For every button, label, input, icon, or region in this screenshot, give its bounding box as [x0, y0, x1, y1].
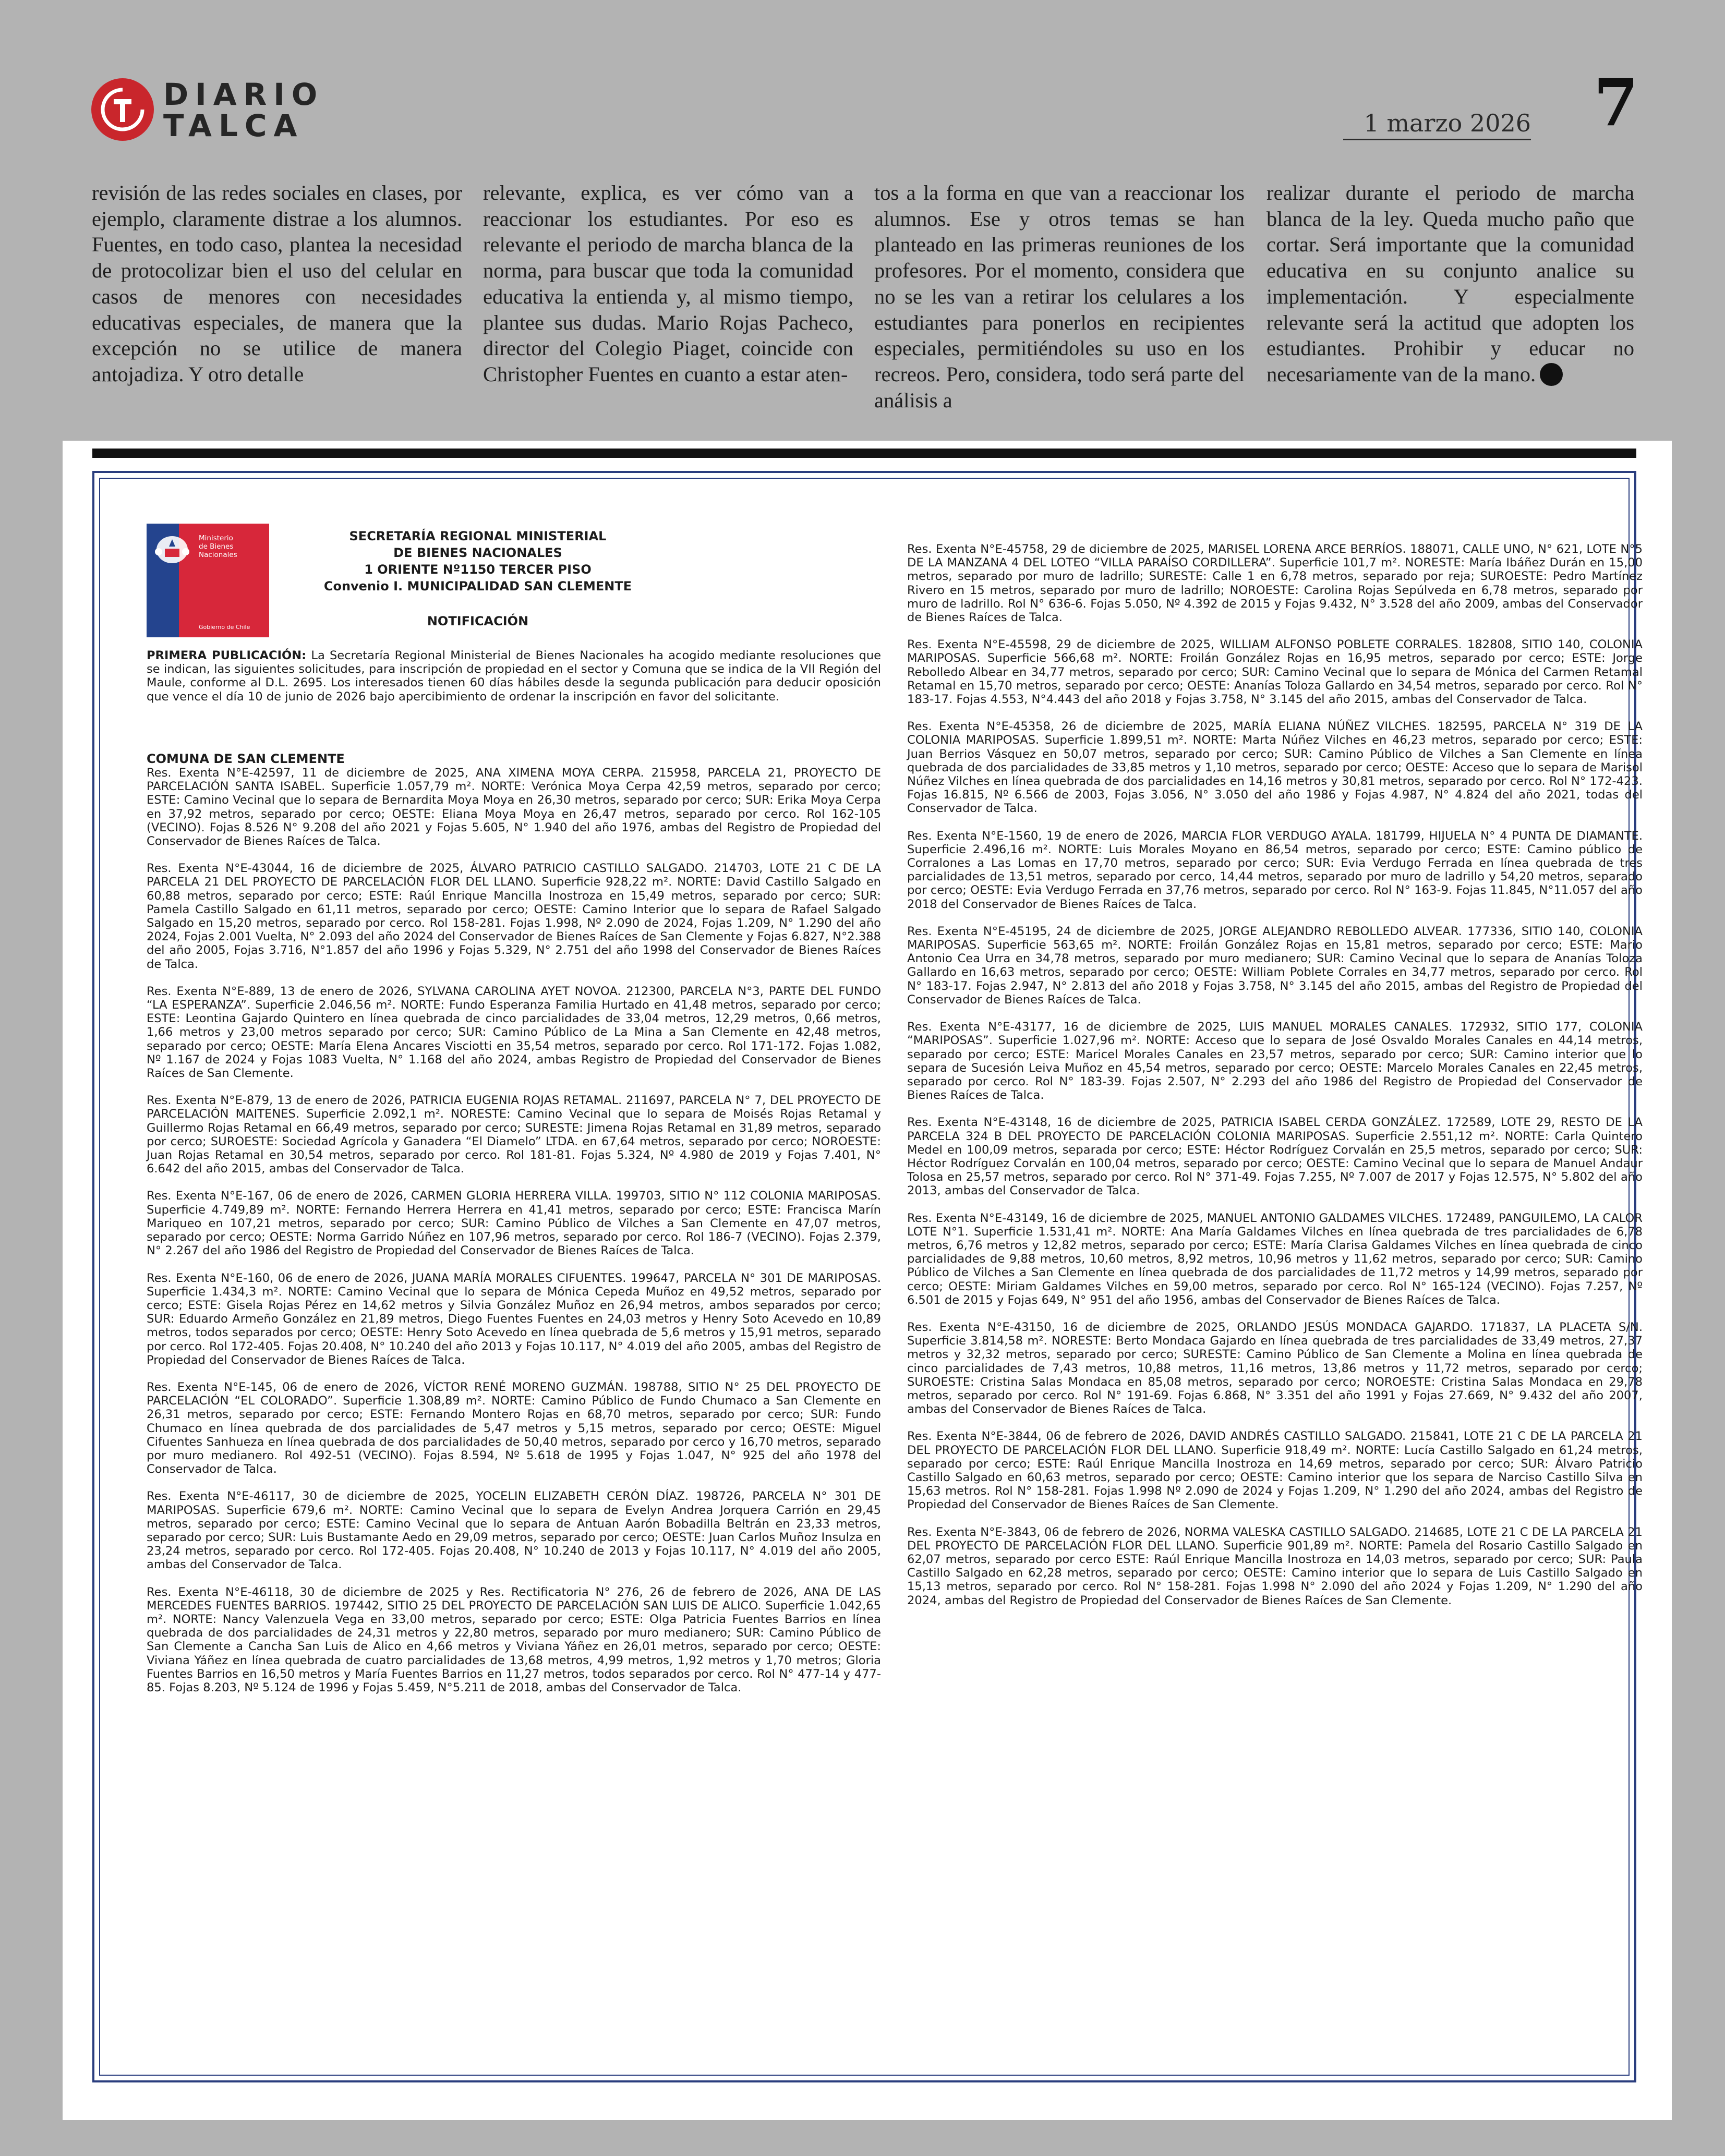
article-text: [1266, 180, 1634, 387]
notice-intro: [147, 649, 881, 704]
notice-entry: Res. Exenta N°E-145, 06 de enero de 2026, VÍCTOR RENÉ MORENO GUZMÁN. 198788, SITIO N° 25 DEL PROYECTO DE PARCELACIÓN “EL COLORADO”. Superficie 1.308,89 m². NORTE: Camino Público de Fundo Chumaco a San Clemente en 26,31 metros, separado por cerco; ESTE: Fernando Montero Rojas en 68,70 metros, separado por cerco; SUR: Fundo Chumaco en línea quebrada de dos parcialidades de 5,47 metros y 5,15 metros, separado por cerco; OESTE: Miguel Cifuentes Sanhueza en línea quebrada de dos parcialidades de 50,40 metros, separado por cerco y 16,70 metros, separado por muro medianero. Rol 492-51 (VECINO). Fojas 8.594, Nº 5.618 de 1995 y Fojas 1.047, N° 925 del año 1978 del Conservador de Talca.: [147, 1380, 881, 1476]
article-text: revisión de las redes sociales en clases, por ejemplo, claramente distrae a los alumnos. Fuentes, en todo caso, plantea la necesidad de protocolizar bien el uso del celular en casos de menores con necesidades educativas especiales, de manera que la excepción no se utilice de manera antojadiza. Y otro detalle: [92, 181, 462, 386]
brand-name-diario: DIARIO: [163, 77, 324, 112]
article-column-4: [1266, 180, 1634, 387]
notice-entry: Res. Exenta N°E-43177, 16 de diciembre de 2025, LUIS MANUEL MORALES CANALES. 172932, SITIO 177, COLONIA “MARIPOSAS”. Superficie 1.027,96 m². NORTE: Acceso que lo separa de José Osvaldo Morales Canales en 44,14 metros, separado por cerco; ESTE: Maricel Morales Canales en 23,57 metros, separado por cerco; SUR: Camino interior que lo separa de Sucesión Leiva Muñoz en 45,54 metros, separado por cerco; OESTE: Marcelo Morales Canales en 22,45 metros, separado por cerco. Rol N° 183-39. Fojas 2.507, N° 2.293 del año 1986 del Registro de Propiedad del Conservador de Bienes Raíces de Talca.: [907, 1020, 1643, 1103]
section-divider: [92, 449, 1636, 458]
notice-entry: Res. Exenta N°E-43150, 16 de diciembre de 2025, ORLANDO JESÚS MONDACA GAJARDO. 171837, LA PLACETA S/N. Superficie 3.814,58 m². NORESTE: Berto Mondaca Gajardo en línea quebrada de tres parcialidades de 33,49 metros, 27,37 metros y 32,32 metros, separado por cerco; SURESTE: Camino Público de San Clemente a Molina en línea quebrada de cinco parcialidades de 7,43 metros, 10,88 metros, 11,16 metros, 13,86 metros y 11,72 metros, separado por cerco; SUROESTE: Cristina Salas Mondaca en 85,08 metros, separado por cerco; NOROESTE: Cristina Salas Mondaca en 29,78 metros, separado por cerco. Rol N° 191-69. Fojas 6.868, N° 3.351 del año 1991 y Fojas 27.669, N° 9.432 del año 2007, ambas del Conservador de Bienes Raíces de Talca.: [907, 1320, 1643, 1416]
notice-entry: Res. Exenta N°E-879, 13 de enero de 2026, PATRICIA EUGENIA ROJAS RETAMAL. 211697, PARCELA N° 7, DEL PROYECTO DE PARCELACIÓN MAITENES. Superficie 2.092,1 m². NORESTE: Camino Vecinal que lo separa de Moisés Rojas Retamal y Guillermo Rojas Retamal en 66,49 metros, separado por cerco; SURESTE: Jimena Rojas Retamal en 31,89 metros, separado por cerco; SUROESTE: Sociedad Agrícola y Ganadera “El Diamelo” LTDA. en 67,64 metros, separado por cerco; NOROESTE: Juan Rojas Retamal en 30,54 metros, separado por cerco. Rol 181-81. Fojas 5.324, Nº 4.980 de 2019 y Fojas 7.401, N° 6.642 del año 2015, ambas del Conservador de Talca.: [147, 1094, 881, 1176]
notice-frame: [92, 471, 1643, 2082]
coat-of-arms-icon: [149, 529, 195, 571]
notice-entry: Res. Exenta N°E-167, 06 de enero de 2026, CARMEN GLORIA HERRERA VILLA. 199703, SITIO N° 112 COLONIA MARIPOSAS. Superficie 4.749,89 m². NORTE: Fernando Herrera Herrera en 41,41 metros, separado por cerco; ESTE: Francisca Marín Mariqueo en 107,21 metros, separado por cerco; SUR: Camino Público de Vilches a San Clemente en 47,07 metros, separado por cerco; OESTE: Norma Garrido Núñez en 107,96 metros, separado por cerco. Rol 186-7 (VECINO). Fojas 2.379, N° 2.267 del año 1986 del Registro de Propiedad del Conservador de Bienes Raíces de Talca.: [147, 1189, 881, 1258]
intro-text: La Secretaría Regional Ministerial de Bienes Nacionales ha acogido mediante resoluciones que se indican, las siguientes solicitudes, para inscripción de propiedad en el sector y Comuna que se indica de la VII Región del Maule, conforme al D.L. 2695. Los interesados tienen 60 días hábiles desde la segunda publicación para deducir oposición que vence el día 10 de junio de 2026 bajo apercibimiento de ordenar la inscripción en favor del solicitante.: [147, 649, 882, 704]
notice-entry: Res. Exenta N°E-3844, 06 de febrero de 2026, DAVID ANDRÉS CASTILLO SALGADO. 215841, LOTE 21 C DE LA PARCELA 21 DEL PROYECTO DE PARCELACIÓN FLOR DEL LLANO. Superficie 918,49 m². NORTE: Lucía Castillo Salgado en 61,24 metros, separado por cerco; ESTE: Raúl Enrique Mancilla Inostroza en 14,69 metros, separado por cerco; SUR: Álvaro Patricio Castillo Salgado en 60,63 metros, separado por cerco; OESTE: Camino interior que los separa de Narciso Castillo Silva en 15,63 metros. Rol N° 158-281. Fojas 1.998 Nº 2.090 de 2024 y Fojas 1.209, N° 1.290 del año 2024, ambas del Registro de Propiedad del Conservador de Bienes Raíces de San Clemente.: [907, 1430, 1643, 1512]
notice-title: NOTIFICACIÓN: [427, 614, 529, 628]
article-column-3: [874, 180, 1245, 413]
notice-entry: Res. Exenta N°E-45758, 29 de diciembre de 2025, MARISEL LORENA ARCE BERRÍOS. 188071, CALLE UNO, N° 621, LOTE N°5 DE LA MANZANA 4 DEL LOTEO “VILLA PARAÍSO CORDILLERA”. Superficie 101,7 m². NORESTE: María Ibáñez Durán en 15,00 metros, separado por muro de ladrillo; SURESTE: Calle 1 en 6,78 metros, separado por reja; SUROESTE: Pedro Martínez Rivero en 15 metros, separado por muro de ladrillo; NOROESTE: Carolina Rojas Sepúlveda en 6,78 metros, separado por muro de ladrillo. Rol N° 636-6. Fojas 5.050, Nº 4.392 de 2015 y Fojas 9.432, N° 3.528 del año 2009, ambas del Conservador de Bienes Raíces de Talca.: [907, 542, 1643, 625]
notice-entry: Res. Exenta N°E-43044, 16 de diciembre de 2025, ÁLVARO PATRICIO CASTILLO SALGADO. 214703, LOTE 21 C DE LA PARCELA 21 DEL PROYECTO DE PARCELACIÓN FLOR DEL LLANO. Superficie 928,22 m². NORTE: David Castillo Salgado en 60,88 metros, separado por cerco; ESTE: Raúl Enrique Mancilla Inostroza en 15,49 metros, separado por cerco; SUR: Pamela Castillo Salgado en 61,11 metros, separado por cerco; OESTE: Camino Interior que lo separa de Rafael Salgado Salgado en 15,20 metros, separado por cerco. Rol 158-281. Fojas 1.998, Nº 2.090 de 2024, Fojas 1.209, N° 1.290 del año 2024, Fojas 2.001 Vuelta, N° 2.093 del año 2024 del Conservador de Bienes Raíces de San Clemente y Fojas 6.827, N°2.388 del año 2005, Fojas 3.716, N°1.857 del año 1996 y Fojas 5.329, N° 2.751 del año 1998 del Conservador de Bienes Raíces de Talca.: [147, 862, 881, 971]
notice-entry: Res. Exenta N°E-1560, 19 de enero de 2026, MARCIA FLOR VERDUGO AYALA. 181799, HIJUELA N° 4 PUNTA DE DIAMANTE. Superficie 2.496,16 m². NORTE: Luis Morales Moyano en 86,54 metros, separado por cerco; ESTE: Camino público de Corralones a Las Lomas en 17,70 metros, separado por cerco; SUR: Evia Verdugo Ferrada en línea quebrada de tres parcialidades de 13,51 metros, separado por cerco, 14,44 metros, separado por muro de ladrillo y 54,20 metros, separado por cerco; OESTE: Evia Verdugo Ferrada en 37,76 metros, separado por cerco. Rol N° 163-9. Fojas 11.845, N°11.057 del año 2018 del Conservador de Bienes Raíces de Talca.: [907, 829, 1643, 911]
end-of-article-icon: [1540, 363, 1563, 386]
commune-heading: COMUNA DE SAN CLEMENTE: [147, 752, 345, 766]
org-line: DE BIENES NACIONALES: [393, 546, 562, 560]
notice-entry: Res. Exenta N°E-43148, 16 de diciembre de 2025, PATRICIA ISABEL CERDA GONZÁLEZ. 172589, LOTE 29, RESTO DE LA PARCELA 324 B DEL PROYECTO DE PARCELACIÓN COLONIA MARIPOSAS. Superficie 2.551,12 m². NORTE: Carla Quintero Medel en 100,09 metros, separada por cerco; ESTE: Héctor Rodríguez Corvalán en 25,5 metros, separado por cerco; SUR: Héctor Rodríguez Corvalán en 100,04 metros, separado por cerco; OESTE: Camino Vecinal que lo separa de Manuel Andaur Tolosa en 25,57 metros, separado por cerco. Rol N° 371-49. Fojas 7.255, Nº 7.007 de 2017 y Fojas 12.575, N° 5.802 del año 2013, ambas del Conservador de Talca.: [907, 1116, 1643, 1198]
notice-entry: Res. Exenta N°E-46118, 30 de diciembre de 2025 y Res. Rectificatoria N° 276, 26 de febrero de 2026, ANA DE LAS MERCEDES FUENTES BARRIOS. 197442, SITIO 25 DEL PROYECTO DE PARCELACIÓN SAN LUIS DE ALICO. Superficie 1.042,65 m². NORTE: Nancy Valenzuela Vega en 33,00 metros, separado por cerco; ESTE: Olga Patricia Fuentes Barrios en línea quebrada de dos parcialidades de 24,31 metros y 22,80 metros, separado por muro medianero; SUR: Camino Público de San Clemente a Cancha San Luis de Alico en 4,66 metros y Viviana Yáñez en 26,01 metros, separado por cerco; OESTE: Viviana Yáñez en línea quebrada de cuatro parcialidades de 13,68 metros, 4,99 metros, 1,92 metros y 1,70 metros; Gloria Fuentes Barrios en 16,50 metros y María Fuentes Barrios en 11,27 metros, todos separados por cerco. Rol N° 477-14 y 477-85. Fojas 8.203, Nº 5.124 de 1996 y Fojas 5.459, N°5.211 de 2018, ambas del Conservador de Talca.: [147, 1585, 881, 1694]
notice-entry: Res. Exenta N°E-889, 13 de enero de 2026, SYLVANA CAROLINA AYET NOVOA. 212300, PARCELA N°3, PARTE DEL FUNDO “LA ESPERANZA”. Superficie 2.046,56 m². NORTE: Fundo Esperanza Familia Hurtado en 41,48 metros, separado por cerco; ESTE: Leontina Gajardo Quintero en línea quebrada de cinco parcialidades de 33,04 metros, 12,29 metros, 0,66 metros, 1,66 metros y 23,00 metros separado por cerco; SUR: Camino Público de La Mina a San Clemente en 42,48 metros, separado por cerco; OESTE: María Elena Ancares Visciotti en 35,54 metros, separado por cerco. Rol 171-172. Fojas 1.082, Nº 1.167 de 2024 y Fojas 1083 Vuelta, N° 1.168 del año 2024, ambas Registro de Propiedad del Conservador de Bienes Raíces de San Clemente.: [147, 984, 881, 1081]
article-text: tos a la forma en que van a reaccionar los alumnos. Ese y otros temas se han planteado en las primeras reuniones de los profesores. Por el momento, considera que no se les van a retirar los celulares a los estudiantes para ponerlos en recipientes especiales, permitiéndoles su uso en los recreos. Pero, considera, todo será parte del análisis a: [874, 181, 1245, 412]
notice-right-column: [907, 542, 1643, 1621]
notice-entry: Res. Exenta N°E-3843, 06 de febrero de 2026, NORMA VALESKA CASTILLO SALGADO. 214685, LOTE 21 C DE LA PARCELA 21 DEL PROYECTO DE PARCELACIÓN FLOR DEL LLANO. Superficie 901,89 m². NORTE: Pamela del Rosario Castillo Salgado en 62,07 metros, separado por cerco ESTE: Raúl Enrique Mancilla Inostroza en 14,03 metros, separado por cerco; SUR: Paula Castillo Salgado en 62,28 metros, separado por cerco; OESTE: Camino interior que lo separa de Luis Castillo Salgado en 15,13 metros, separado por cerco. Rol N° 158-281. Fojas 1.998 N° 2.090 del año 2024 y Fojas 1.209, N° 1.290 del año 2024, ambas del Registro de Propiedad del Conservador de Bienes Raíces de San Clemente.: [907, 1525, 1643, 1607]
notice-entry: Res. Exenta N°E-45195, 24 de diciembre de 2025, JORGE ALEJANDRO REBOLLEDO ALVEAR. 177336, SITIO 140, COLONIA MARIPOSAS. Superficie 563,65 m². NORTE: Froilán González Rojas en 15,81 metros, separado por cerco; ESTE: Mario Antonio Cea Urra en 34,78 metros, separado por muro medianero; SUR: Camino Vecinal que lo separa de Ananías Toloza Gallardo en 16,63 metros, separado por cerco; OESTE: William Poblete Corrales en 34,77 metros, separado por cerco. Rol N° 183-17. Fojas 2.947, N° 2.813 del año 2018 y Fojas 3.758, N° 3.145 del año 2015, ambas del Registro de Propiedad del Conservador de Bienes Raíces de Talca.: [907, 924, 1643, 1007]
org-line: 1 ORIENTE Nº1150 TERCER PISO: [364, 562, 592, 577]
notice-entry: Res. Exenta N°E-45598, 29 de diciembre de 2025, WILLIAM ALFONSO POBLETE CORRALES. 182808, SITIO 140, COLONIA MARIPOSAS. Superficie 566,68 m². NORTE: Froilán González Rojas en 16,95 metros, separado por cerco; ESTE: Jorge Rebolledo Albear en 34,77 metros, separado por cerco; SUR: Camino Vecinal que lo separa de Mónica del Carmen Retamal Retamal en 15,70 metros, separado por cerco; OESTE: Ananías Toloza Gallardo en 34,54 metros, separado por cerco. Rol N° 183-17. Fojas 4.553, N°4.443 del año 2018 y Fojas 3.758, N° 3.145 del año 2015, ambas del Conservador de Talca.: [907, 638, 1643, 707]
article-column-2: [483, 180, 853, 387]
government-label: Gobierno de Chile: [199, 624, 250, 631]
notice-entry: Res. Exenta N°E-43149, 16 de diciembre de 2025, MANUEL ANTONIO GALDAMES VILCHES. 172489, PANGUILEMO, LA CALOR LOTE N°1. Superficie 1.531,41 m². NORTE: Ana María Galdames Vilches en línea quebrada de tres parcialidades de 6,78 metros, 6,76 metros y 12,82 metros, separado por cerco; ESTE: María Clarisa Galdames Vilches en línea quebrada de cinco parcialidades de 9,88 metros, 10,60 metros, 8,92 metros, 10,96 metros y 11,62 metros, separado por cerco; SUR: Camino Público de Vilches a San Clemente en línea quebrada de dos parcialidades de 11,72 metros y 14,99 metros, separado por cerco; OESTE: Miriam Galdames Vilches en 59,00 metros, separado por cerco. Rol N° 165-124 (VECINO). Fojas 7.257, Nº 6.501 de 2015 y Fojas 649, N° 951 del año 1956, ambas del Conservador de Bienes Raíces de Talca.: [907, 1211, 1643, 1307]
notice-organization: [300, 528, 655, 595]
intro-label: PRIMERA PUBLICACIÓN:: [147, 649, 307, 662]
notice-left-column: [147, 766, 881, 1708]
masthead: [0, 0, 1725, 172]
page-number: 7: [1594, 65, 1639, 141]
brand-name-talca: TALCA: [163, 108, 304, 143]
notice-entry: Res. Exenta N°E-45358, 26 de diciembre de 2025, MARÍA ELIANA NÚÑEZ VILCHES. 182595, PARCELA N° 319 DE LA COLONIA MARIPOSAS. Superficie 1.899,51 m². NORTE: Marta Núñez Vilches en 46,23 metros, separado por cerco; ESTE: Juan Berrios Vásquez en 50,07 metros, separado por cerco; SUR: Camino Público de Vilches a San Clemente en línea quebrada de dos parcialidades de 33,85 metros y 1,10 metros, separado por cerco; OESTE: Acceso que lo separa de Marisol Núñez Vilches en línea quebrada de dos parcialidades en 14,16 metros y 30,81 metros, separado por cerco. Rol N° 172-423. Fojas 16.815, Nº 6.566 de 2003, Fojas 3.056, N° 3.050 del año 1986 y Fojas 4.987, N° 4.824 del año 2021, todas del Conservador de Talca.: [907, 720, 1643, 816]
article-text: relevante, explica, es ver cómo van a reaccionar los estudiantes. Por eso es relevante el periodo de marcha blanca de la norma, para buscar que toda la comunidad educativa la entienda y, al mismo tiempo, plantee sus dudas. Mario Rojas Pacheco, director del Colegio Piaget, coincide con Christopher Fuentes en cuanto a estar aten-: [483, 181, 853, 386]
logo-mark-icon: [91, 78, 154, 141]
legal-notice-panel: [63, 441, 1672, 2120]
diario-talca-logo: [91, 77, 324, 143]
article-column-1: [92, 180, 462, 387]
ministry-name: Ministerio de Bienes Nacionales: [199, 534, 237, 559]
article-final-text: realizar durante el periodo de marcha blanca de la ley. Queda mucho paño que cortar. Será importante que la comunidad educativa en su conjunto analice su implementación. Y especialmente relevante será la actitud que adopten los estudiantes. Prohibir y educar no necesariamente van de la mano.: [1266, 181, 1634, 386]
date-underline: [1343, 139, 1531, 140]
org-line: SECRETARÍA REGIONAL MINISTERIAL: [349, 529, 607, 543]
org-line: Convenio I. MUNICIPALIDAD SAN CLEMENTE: [323, 579, 632, 593]
notice-entry: Res. Exenta N°E-42597, 11 de diciembre de 2025, ANA XIMENA MOYA CERPA. 215958, PARCELA 21, PROYECTO DE PARCELACIÓN SANTA ISABEL. Superficie 1.057,79 m². NORTE: Verónica Moya Cerpa 42,59 metros, separado por cerco; ESTE: Camino Vecinal que lo separa de Bernardita Moya Moya en 26,30 metros, separado por cerco; SUR: Erika Moya Cerpa en 37,92 metros, separado por cerco; OESTE: Eliana Moya Moya en 26,47 metros, separado por cerco. Rol 162-105 (VECINO). Fojas 8.526 N° 9.208 del año 2021 y Fojas 5.605, N° 1.940 del año 1976, ambas del Registro de Propiedad del Conservador de Bienes Raíces de Talca.: [147, 766, 881, 849]
notice-entry: Res. Exenta N°E-160, 06 de enero de 2026, JUANA MARÍA MORALES CIFUENTES. 199647, PARCELA N° 301 DE MARIPOSAS. Superficie 1.434,3 m². NORTE: Camino Vecinal que lo separa de Mónica Cepeda Muñoz en 49,52 metros, separado por cerco; ESTE: Gisela Rojas Pérez en 14,62 metros y Silvia González Muñoz en 26,94 metros, ambos separados por cerco; SUR: Eduardo Armeño González en 21,89 metros, Diego Fuentes Fuentes en 24,03 metros y Henry Soto Acevedo en 10,89 metros, todos separados por cerco; OESTE: Henry Soto Acevedo en línea quebrada de 5,6 metros y 15,91 metros, separado por cerco. Rol 172-405. Fojas 20.408, N° 10.240 del año 2013 y Fojas 10.117, N° 4.019 del año 2005, ambas del Registro de Propiedad del Conservador de Bienes Raíces de Talca.: [147, 1271, 881, 1367]
ministry-emblem: [147, 524, 269, 637]
notice-entry: Res. Exenta N°E-46117, 30 de diciembre de 2025, YOCELIN ELIZABETH CERÓN DÍAZ. 198726, PARCELA N° 301 DE MARIPOSAS. Superficie 679,6 m². NORTE: Camino Vecinal que lo separa de Evelyn Andrea Jorquera Carrión en 29,45 metros, separado por cerco; ESTE: Camino Vecinal que lo separa de Antuan Aarón Bobadilla Beltrán en 23,33 metros, separado por cerco; SUR: Luis Bustamante Aedo en 29,09 metros, separado por cerco; OESTE: Juan Carlos Muñoz Insulza en 23,24 metros, separado por cerco. Rol 172-405. Fojas 20.408, N° 10.240 de 2013 y Fojas 10.117, N° 4.019 del año 2005, ambas del Conservador de Talca.: [147, 1489, 881, 1572]
issue-date: 1 marzo 2026: [1364, 109, 1531, 137]
